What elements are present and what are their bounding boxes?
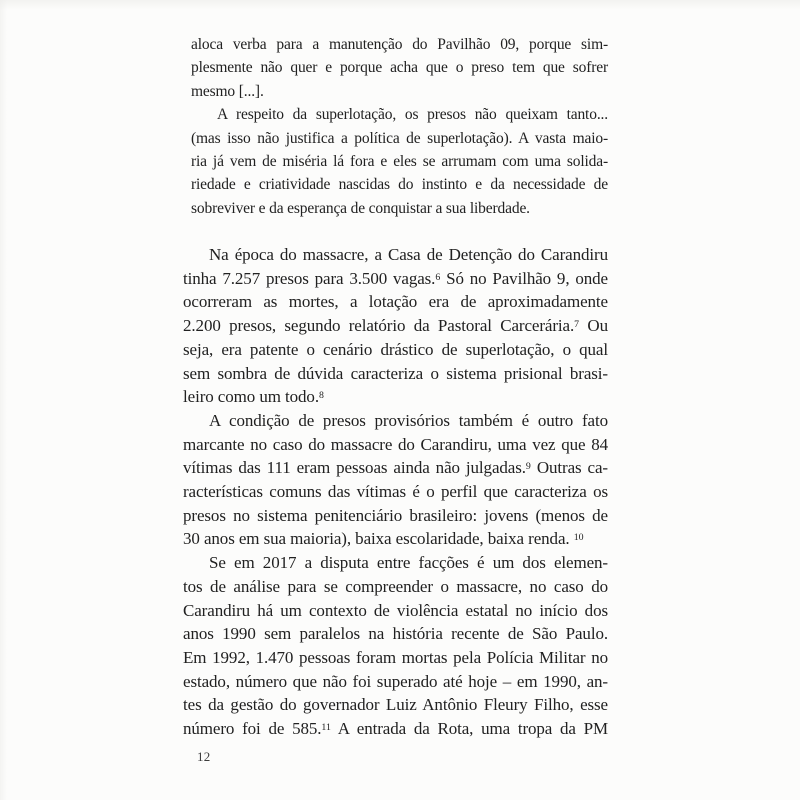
body-line: 30 anos em sua maioria), baixa escolaridade, baixa renda. $^{10}$ (183, 529, 584, 549)
body-line: Carandiru há um contexto de violência estatal no início dos (183, 600, 608, 620)
quote-line: plesmente não quer e porque acha que o preso tem que sofrer (191, 59, 608, 77)
body-line: presos no sistema penitenciário brasileiro: jovens (menos de (183, 505, 608, 525)
quote-line: A respeito da superlotação, os presos não queixam tanto... (217, 106, 608, 124)
body-line: número foi de 585.11 A entrada da Rota, uma tropa da PM (183, 719, 608, 739)
page-number: 12 (197, 749, 211, 764)
body-line: A condição de presos provisórios também é outro fato (209, 410, 608, 430)
body-line: seja, era patente o cenário drástico de superlotação, o qual (183, 339, 608, 359)
body-line: vítimas das 111 eram pessoas ainda não julgadas.$^9$ Outras ca- (183, 458, 608, 478)
body-line: sem sombra de dúvida caracteriza o sistema prisional brasi- (183, 363, 608, 383)
body-text (183, 243, 608, 741)
quote-line: (mas isso não justifica a política de superlotação). A vasta maio- (191, 129, 608, 147)
body-line: anos 1990 sem paralelos na história recente de São Paulo. (183, 624, 608, 644)
block-quote (191, 33, 608, 220)
body-line: estado, número que não foi superado até hoje – em 1990, an- (183, 671, 608, 691)
quote-line: mesmo [...]. (191, 82, 264, 100)
quote-line: ria já vem de miséria lá fora e eles se arrumam com uma solida- (191, 153, 608, 171)
body-line: racterísticas comuns das vítimas é o perfil que caracteriza os (183, 482, 608, 502)
body-line: leiro como um todo.$^8$ (183, 387, 324, 407)
quote-line: riedade e criatividade nascidas do instinto e da necessidade de (191, 176, 608, 194)
quote-line: aloca verba para a manutenção do Pavilhão 09, porque sim- (191, 36, 608, 53)
body-line: tinha 7.257 presos para 3.500 vagas.$^6$ Só no Pavilhão 9, onde (183, 268, 608, 288)
body-line: Se em 2017 a disputa entre facções é um dos elemen- (209, 553, 608, 573)
body-line: marcante no caso do massacre do Carandiru, uma vez que 84 (183, 434, 608, 454)
body-line: tos de análise para se compreender o massacre, no caso do (183, 576, 608, 596)
body-line: tes da gestão do governador Luiz Antônio Fleury Filho, esse (183, 695, 608, 715)
body-line: 2.200 presos, segundo relatório da Pastoral Carcerária.$^7$ Ou (183, 316, 608, 336)
body-line: Na época do massacre, a Casa de Detenção do Carandiru (209, 245, 608, 264)
body-line: Em 1992, 1.470 pessoas foram mortas pela Polícia Militar no (183, 647, 608, 667)
body-line: ocorreram as mortes, a lotação era de aproximadamente (183, 292, 608, 312)
quote-line: sobreviver e da esperança de conquistar a sua liberdade. (191, 199, 530, 217)
